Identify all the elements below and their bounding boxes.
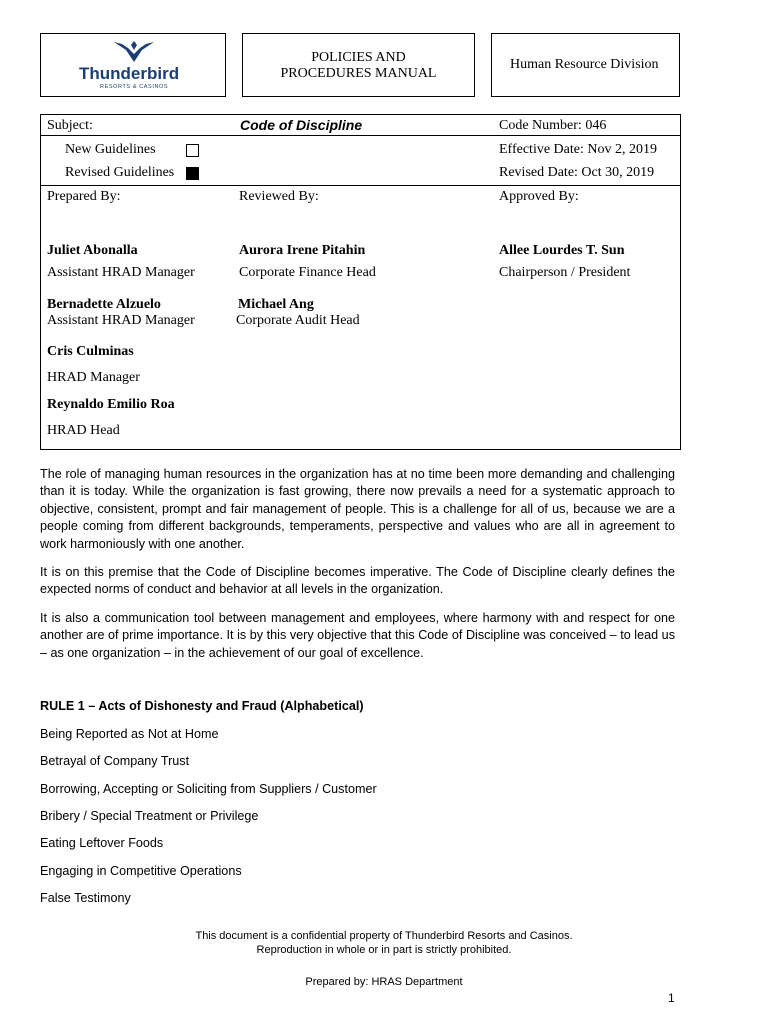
- reviewer-name: Michael Ang: [238, 297, 314, 312]
- preparer-title: HRAD Head: [47, 423, 120, 438]
- preparer-title: Assistant HRAD Manager: [47, 265, 195, 280]
- manual-title-line2: PROCEDURES MANUAL: [280, 66, 437, 81]
- manual-title-line1: POLICIES AND: [311, 50, 406, 65]
- thunderbird-logo-icon: [112, 40, 156, 64]
- prepared-by-label: Prepared By:: [47, 189, 121, 204]
- revised-guidelines-label: Revised Guidelines: [65, 165, 175, 180]
- prepared-by-footer: Prepared by: HRAS Department: [305, 976, 463, 988]
- preparer-name: Bernadette Alzuelo: [47, 297, 161, 312]
- subject-label: Subject:: [47, 118, 93, 133]
- preparer-title: Assistant HRAD Manager: [47, 313, 195, 328]
- revised-date: Revised Date: Oct 30, 2019: [499, 165, 655, 180]
- rule-list-item: Being Reported as Not at Home: [40, 727, 219, 741]
- page-number: 1: [668, 991, 675, 1005]
- info-divider-top: [41, 135, 680, 136]
- division-box: [491, 33, 680, 97]
- premise-paragraph: It is on this premise that the Code of Discipline becomes imperative. The Code of Discipline clearly defines the expected norms of conduct and behavior at all levels in the organization.: [40, 565, 675, 597]
- approved-by-label: Approved By:: [499, 189, 579, 204]
- confidentiality-line2: Reproduction in whole or in part is strictly prohibited.: [256, 944, 512, 956]
- logo-box: [40, 33, 226, 97]
- approver-title: Chairperson / President: [499, 265, 631, 280]
- preparer-name: Juliet Abonalla: [47, 243, 138, 258]
- reviewer-title: Corporate Finance Head: [239, 265, 376, 280]
- revised-guidelines-checkbox: [186, 167, 199, 180]
- rule-list-item: Betrayal of Company Trust: [40, 754, 190, 768]
- approver-name: Allee Lourdes T. Sun: [499, 243, 625, 258]
- new-guidelines-checkbox: [186, 144, 199, 157]
- document-info-table: [40, 114, 681, 450]
- preparer-name: Cris Culminas: [47, 344, 134, 359]
- reviewer-title: Corporate Audit Head: [236, 313, 360, 328]
- rule-list-item: False Testimony: [40, 891, 131, 905]
- communication-paragraph: It is also a communication tool between management and employees, where harmony with and respect for one another are of prime importance. It is by this very objective that this Code of Discipline was conceived – to lead us – as one organization – in the achievement of our goal of excellence.: [40, 611, 675, 660]
- effective-date: Effective Date: Nov 2, 2019: [499, 142, 657, 157]
- rule-list-item: Engaging in Competitive Operations: [40, 864, 242, 878]
- preparer-title: HRAD Manager: [47, 370, 140, 385]
- reviewer-name: Aurora Irene Pitahin: [239, 243, 366, 258]
- new-guidelines-label: New Guidelines: [65, 142, 156, 157]
- division-label: Human Resource Division: [510, 57, 659, 72]
- rule-list-item: Eating Leftover Foods: [40, 836, 164, 850]
- preparer-name: Reynaldo Emilio Roa: [47, 397, 175, 412]
- rule-heading: RULE 1 – Acts of Dishonesty and Fraud (Alphabetical): [40, 699, 364, 713]
- subject-value: Code of Discipline: [240, 117, 363, 133]
- rule-list-item: Bribery / Special Treatment or Privilege: [40, 809, 259, 823]
- logo-tagline: RESORTS & CASINOS: [100, 84, 169, 90]
- reviewed-by-label: Reviewed By:: [239, 189, 319, 204]
- rule-list-item: Borrowing, Accepting or Soliciting from Suppliers / Customer: [40, 782, 377, 796]
- logo-brand: Thunderbird: [79, 64, 180, 83]
- intro-paragraph: The role of managing human resources in the organization has at no time been more demanding and challenging than it is today. While the organization is fast growing, there now prevails a need for a systematic approach to objective, consistent, prompt and fair management of people. This is a challenge for all of us, because we are a people coming from different backgrounds, temperaments, perspective and values who are all in agreement to work harmoniously with one another.: [40, 467, 675, 551]
- manual-title-box: [242, 33, 475, 97]
- info-divider-mid: [41, 185, 680, 186]
- confidentiality-line1: This document is a confidential property of Thunderbird Resorts and Casinos.: [195, 930, 573, 942]
- code-number: Code Number: 046: [499, 118, 607, 133]
